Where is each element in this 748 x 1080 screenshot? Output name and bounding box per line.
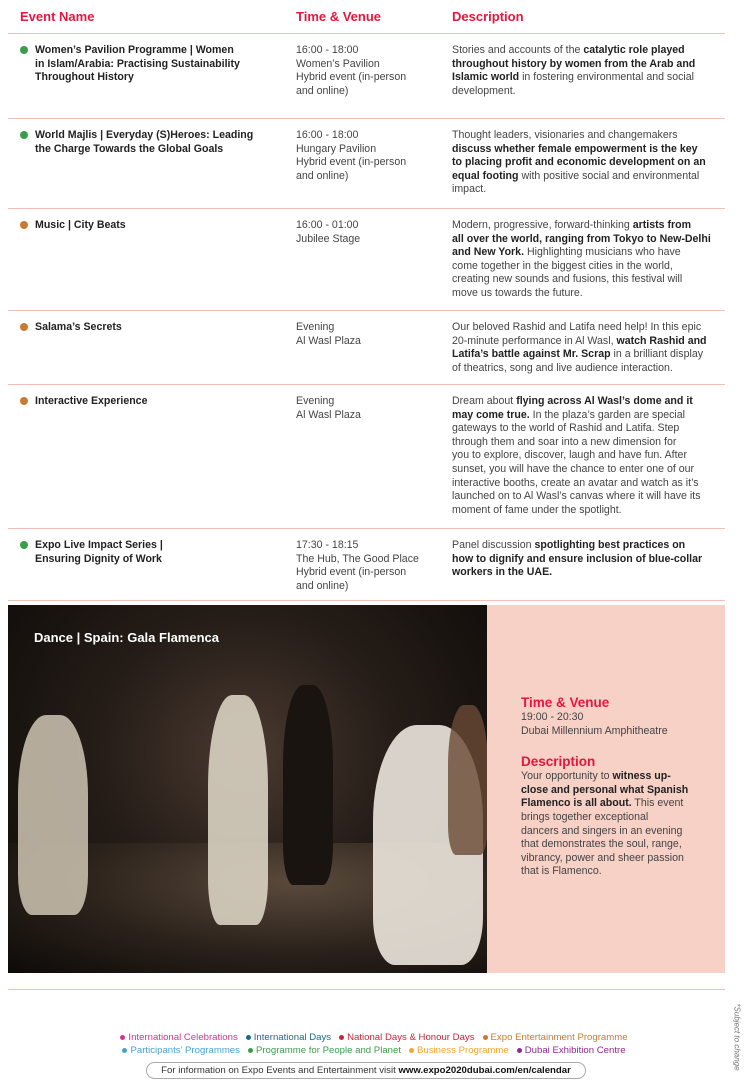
event-description: Modern, progressive, forward-thinking artists from all over the world, ranging from Tokyo to New-Delhi and New York. Highlighting musicians who have come together in the biggest cities in the world, creating new sounds and fusions, this festival will move us towards the future. [452,219,711,299]
event-description: Thought leaders, visionaries and changemakers discuss whether female empowerment is the key to placing profit and economic development on an equal footing with positive social and environmental impact. [452,129,706,196]
event-time-venue: 17:30 - 18:15 The Hub, The Good Place Hybrid event (in-person and online) [296,539,419,592]
calendar-info [146,1062,586,1079]
legend-item: International Days [246,1032,331,1043]
table-header [8,0,725,34]
feature-time-line-1: 19:00 - 20:30 [521,711,584,723]
feature-description: Your opportunity to witness up- close and personal what Spanish Flamenco is all about. This event brings together exceptional dancers and singers in an evening that demonstrates the soul, range, vibrancy, power and sheer passion that is Flamenco. [521,770,689,878]
table-row [8,311,725,385]
legend-bullet-icon [246,1035,251,1040]
legend-bullet-icon [483,1035,488,1040]
event-description: Panel discussion spotlighting best practices on how to dignify and ensure inclusion of blue-collar workers in the UAE. [452,539,703,579]
legend-item: Business Programme [409,1045,509,1056]
legend-item: Participants’ Programmes [122,1045,239,1056]
event-time-venue: 16:00 - 01:00 Jubilee Stage [296,219,361,245]
calendar-link[interactable]: www.expo2020dubai.com/en/calendar [398,1065,571,1076]
category-dot-icon [20,397,28,405]
legend-item: Programme for People and Planet [248,1045,401,1056]
table-body [8,34,725,601]
category-dot-icon [20,323,28,331]
legend-item: Dubai Exhibition Centre [517,1045,626,1056]
table-row [8,34,725,119]
legend-item: International Celebrations [120,1032,237,1043]
category-dot-icon [20,46,28,54]
legend-bullet-icon [248,1048,253,1053]
table-row [8,119,725,209]
feature-info-panel [487,605,725,973]
flamenco-photo [8,605,487,973]
legend-item: National Days & Honour Days [339,1032,474,1043]
feature-time-heading: Time & Venue [521,695,610,710]
calendar-text: For information on Expo Events and Entertainment visit [161,1065,399,1076]
header-time-venue: Time & Venue [296,9,382,24]
event-time-venue: Evening Al Wasl Plaza [296,395,361,421]
event-description: Dream about flying across Al Wasl’s dome and it may come true. In the plaza’s garden are special gateways to the world of Rashid and Latifa. Step through them and soar into a new dimension for you to explore, discover, laugh and have fun. After sunset, you will have the chance to enter one of our interactive booths, create an avatar and watch as it’s launched on to Al Wasl’s canvas where it will have its moment of fame under the spotlight. [452,395,701,516]
feature-title: Dance | Spain: Gala Flamenca [34,630,219,645]
event-name: World Majlis | Everyday (S)Heroes: Leading the Charge Towards the Global Goals [35,129,254,155]
table-row [8,209,725,311]
legend-bullet-icon [517,1048,522,1053]
category-dot-icon [20,541,28,549]
event-name: Salama’s Secrets [35,321,122,333]
legend-bullet-icon [339,1035,344,1040]
legend-bullet-icon [120,1035,125,1040]
event-name: Music | City Beats [35,219,126,231]
event-time-venue: 16:00 - 18:00 Women’s Pavilion Hybrid event (in-person and online) [296,44,407,97]
event-name: Interactive Experience [35,395,148,407]
event-description: Our beloved Rashid and Latifa need help! In this epic 20-minute performance in Al Wasl, watch Rashid and Latifa’s battle against Mr. Scrap in a brilliant display of theatrics, song and live audience interaction. [452,321,707,374]
feature-desc-heading: Description [521,754,596,770]
event-name: Expo Live Impact Series | Ensuring Dignity of Work [35,539,163,565]
feature-time-line-2: Dubai Millennium Amphitheatre [521,724,668,737]
event-time-venue: Evening Al Wasl Plaza [296,321,361,347]
legend-row-2 [0,1045,748,1056]
header-description: Description [452,9,524,24]
header-event-name: Event Name [20,9,95,24]
event-name: Women’s Pavilion Programme | Women in Islam/Arabia: Practising Sustainability Throughout History [35,44,240,84]
category-dot-icon [20,221,28,229]
table-row [8,529,725,601]
subject-to-change-note: *Subject to change [732,1003,742,1071]
legend-row-1 [0,1032,748,1043]
legend-bullet-icon [122,1048,127,1053]
legend-bullet-icon [409,1048,414,1053]
events-table [8,0,725,601]
feature-event [8,605,725,973]
category-dot-icon [20,131,28,139]
event-description: Stories and accounts of the catalytic role played throughout history by women from the Arab and Islamic world in fostering environmental and social development. [452,44,696,97]
table-row [8,385,725,529]
footer-divider [8,989,725,990]
legend-item: Expo Entertainment Programme [483,1032,628,1043]
event-time-venue: 16:00 - 18:00 Hungary Pavilion Hybrid event (in-person and online) [296,129,407,182]
